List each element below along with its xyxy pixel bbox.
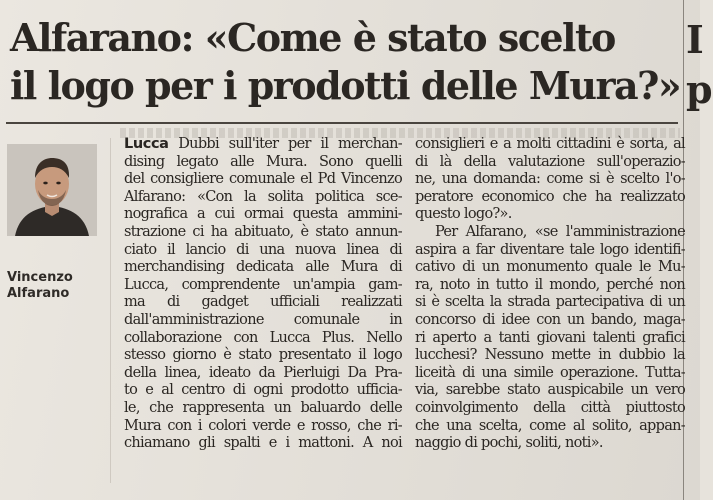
text-line: questo logo?». <box>415 206 512 223</box>
article-kicker: Lucca <box>124 136 169 152</box>
headline-line-1: Alfarano: «Come è stato scelto <box>10 15 615 60</box>
column-divider <box>110 138 111 483</box>
text-line-content: Dubbi sull'iter per il merchan- <box>178 136 402 152</box>
text-line: ne, una domanda: come si è scelto l'o- <box>415 171 685 188</box>
text-line: si è scelta la strada partecipativa di un <box>415 294 685 311</box>
caption-last-name: Alfarano <box>7 286 70 301</box>
text-line: nografica a cui ormai questa ammini- <box>124 206 402 223</box>
text-line <box>124 136 402 154</box>
text-line: to e al centro di ogni prodotto ufficia- <box>124 382 402 399</box>
text-line: stesso giorno è stato presentato il logo <box>124 347 402 364</box>
text-line: Per Alfarano, «se l'amministrazione <box>435 223 685 240</box>
caption-first-name: Vincenzo <box>7 270 73 285</box>
text-line: dall'amministrazione comunale in <box>124 311 402 328</box>
text-line: chiamano gli spalti e i mattoni. A noi <box>124 435 402 452</box>
text-line: peratore economico che ha realizzato <box>415 188 685 205</box>
headline <box>10 14 682 110</box>
text-line: aspira a far diventare tale logo identifi- <box>415 241 685 258</box>
text-line: consiglieri e a molti cittadini è sorta, al <box>415 136 685 152</box>
headline-rule <box>6 122 678 124</box>
text-line: cativo di un monumento quale le Mu- <box>415 259 685 276</box>
article-column-2 <box>415 136 685 453</box>
headline-line-2: il logo per i prodotti delle Mura?» <box>10 63 681 108</box>
adjacent-headline-fragment-1: I <box>686 17 704 62</box>
text-line: concorso di idee con un bando, maga- <box>415 311 685 328</box>
text-line: lucchesi? Nessuno mette in dubbio la <box>415 347 685 364</box>
text-line: Lucca, comprendente un'ampia gam- <box>124 276 402 293</box>
text-line: Mura con i colori verde e rosso, che ri- <box>124 417 402 434</box>
text-line: coinvolgimento della città piuttosto <box>415 399 685 416</box>
text-line: ri aperto a tanti giovani talenti grafici <box>415 329 685 346</box>
text-line: ma di gadget ufficiali realizzati <box>124 294 402 311</box>
text-line: ciato il lancio di una nuova linea di <box>124 241 402 258</box>
text-line: naggio di pochi, soliti, noti». <box>415 435 603 452</box>
text-line: collaborazione con Lucca Plus. Nello <box>124 329 402 346</box>
text-line: ra, noto in tutto il mondo, perché non <box>415 276 685 293</box>
text-line: strazione ci ha abituato, è stato annun- <box>124 223 402 240</box>
text-line: che una scelta, come al solito, appan- <box>415 417 685 434</box>
text-line: merchandising dedicata alle Mura di <box>124 259 402 276</box>
article-column-1 <box>124 136 402 453</box>
portrait-photo <box>7 144 97 236</box>
text-line: del consigliere comunale el Pd Vincenzo <box>124 171 402 188</box>
text-line: dising legato alle Mura. Sono quelli <box>124 153 402 170</box>
text-line: via, sarebbe stato auspicabile un vero <box>415 382 685 399</box>
text-line: liceità di una simile operazione. Tutta- <box>415 364 685 381</box>
text-line: della linea, ideato da Pierluigi Da Pra- <box>124 364 402 381</box>
photo-caption <box>7 270 107 302</box>
text-line: Alfarano: «Con la solita politica sce- <box>124 188 402 205</box>
text-line: le, che rappresenta un baluardo delle <box>124 399 402 416</box>
adjacent-headline-fragment-2: p <box>686 67 713 112</box>
text-line: di là della valutazione sull'operazio- <box>415 153 685 170</box>
